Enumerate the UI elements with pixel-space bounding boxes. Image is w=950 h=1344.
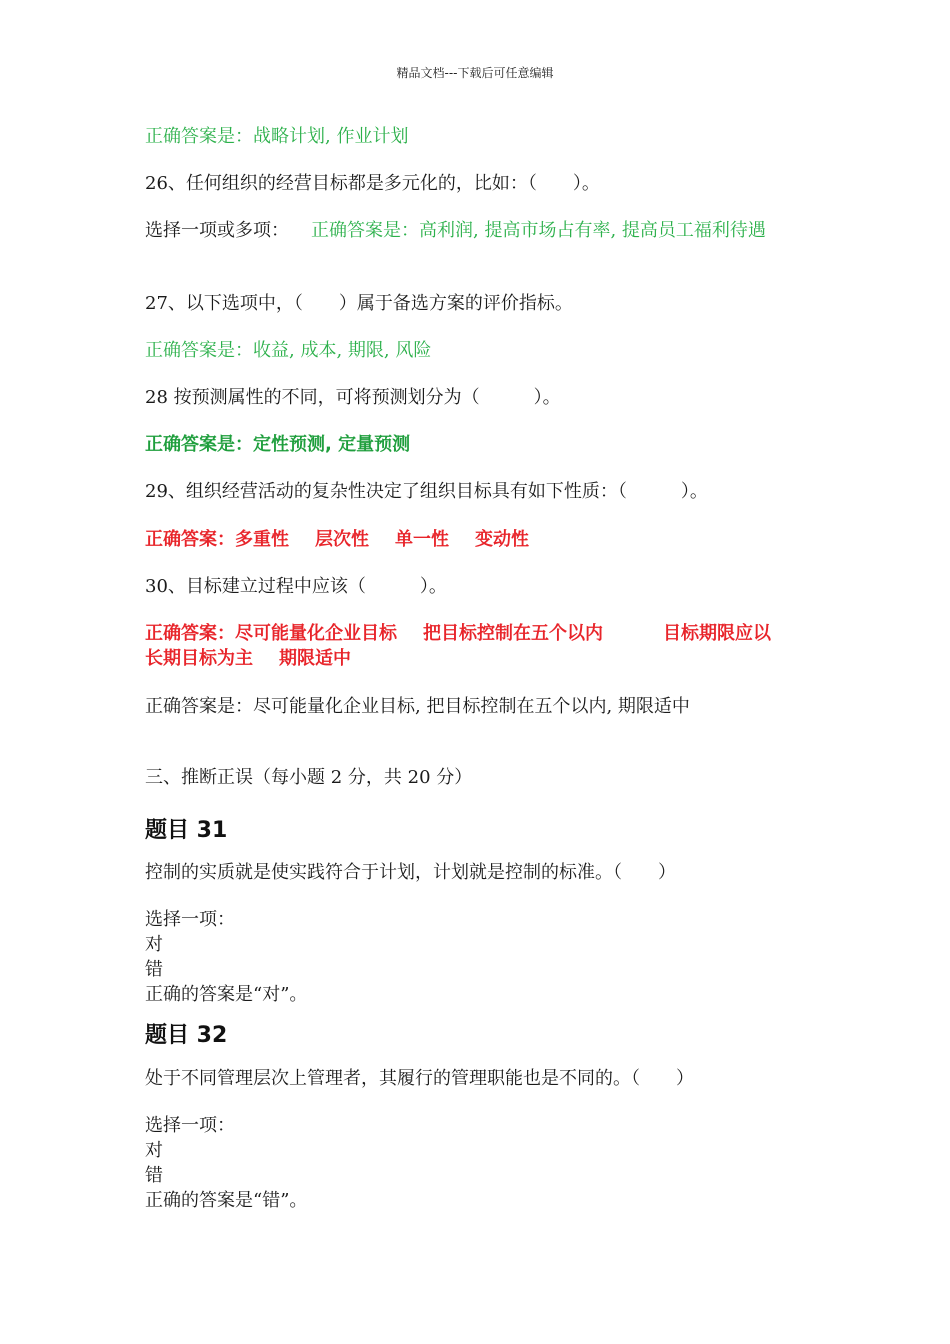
question-28: 28 按预测属性的不同，可将预测划分为（ ）。	[145, 387, 561, 408]
question-31-heading: 题目 31	[145, 818, 228, 843]
question-29: 29、组织经营活动的复杂性决定了组织目标具有如下性质：（ ）。	[145, 481, 708, 502]
answer-29-opt3: 单一性	[395, 529, 449, 550]
question-31-option-false[interactable]: 错	[145, 959, 163, 980]
answer-29-opt4: 变动性	[475, 529, 529, 550]
question-32-option-true[interactable]: 对	[145, 1140, 163, 1161]
answer-30-part2: 把目标控制在五个以内	[423, 623, 603, 644]
section-3-title: 三、推断正误（每小题 2 分，共 20 分）	[145, 767, 473, 788]
answer-29	[145, 527, 815, 552]
question-31-text: 控制的实质就是使实践符合于计划，计划就是控制的标准。（ ）	[145, 862, 676, 883]
answer-25: 正确答案是：战略计划, 作业计划	[145, 126, 409, 147]
answer-29-opt1: 正确答案：多重性	[145, 529, 289, 550]
question-26: 26、任何组织的经营目标都是多元化的，比如：（ ）。	[145, 173, 600, 194]
question-30: 30、目标建立过程中应该（ ）。	[145, 576, 447, 597]
answer-29-opt2: 层次性	[315, 529, 369, 550]
page-header: 精品文档---下载后可任意编辑	[396, 66, 554, 80]
answer-30-part1: 正确答案：尽可能量化企业目标	[145, 623, 397, 644]
answer-30-line2	[145, 646, 815, 671]
answer-30-part3-tail: 长期目标为主	[145, 648, 253, 669]
question-32-option-false[interactable]: 错	[145, 1165, 163, 1186]
answer-30-part3-head: 目标期限应以	[663, 623, 771, 644]
answer-30-part4: 期限适中	[279, 648, 351, 669]
question-31-prompt: 选择一项：	[145, 909, 235, 930]
question-26-prompt: 选择一项或多项：	[145, 220, 289, 241]
question-26-options	[145, 218, 815, 243]
answer-27: 正确答案是：收益, 成本, 期限, 风险	[145, 340, 432, 361]
question-32-answer: 正确的答案是“错”。	[145, 1190, 308, 1211]
question-31-answer: 正确的答案是“对”。	[145, 984, 308, 1005]
question-32-heading: 题目 32	[145, 1023, 228, 1048]
answer-30-part3-box	[663, 621, 823, 646]
answer-26: 正确答案是：高利润, 提高市场占有率, 提高员工福利待遇	[311, 220, 766, 241]
question-31-option-true[interactable]: 对	[145, 934, 163, 955]
answer-28: 正确答案是：定性预测, 定量预测	[145, 434, 411, 455]
question-32-text: 处于不同管理层次上管理者，其履行的管理职能也是不同的。（ ）	[145, 1068, 694, 1089]
question-32-prompt: 选择一项：	[145, 1115, 235, 1136]
question-27: 27、以下选项中，（ ）属于备选方案的评价指标。	[145, 293, 573, 314]
answer-30-plain: 正确答案是：尽可能量化企业目标, 把目标控制在五个以内, 期限适中	[145, 696, 690, 717]
